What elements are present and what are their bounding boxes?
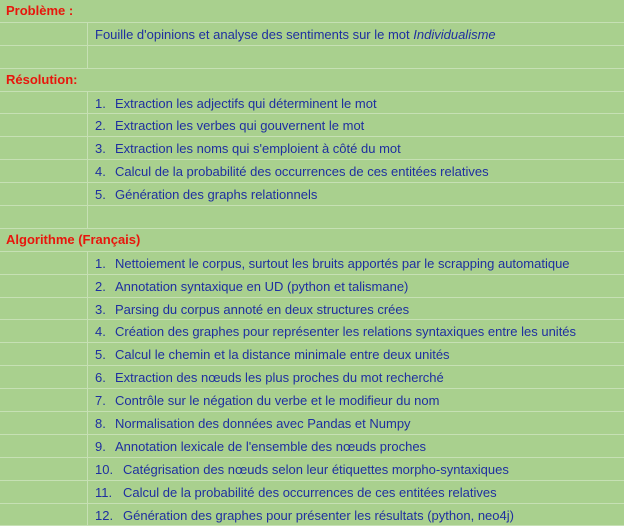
algorithme-item [95,279,408,294]
item-number: 4. [95,324,106,340]
item-number: 1. [95,95,106,111]
item-text: Calcul le chemin et la distance minimale entre deux unités [115,347,450,363]
resolution-item [95,96,377,111]
item-text: Nettoiement le corpus, surtout les bruits apportés par le scrapping automatique [115,255,570,271]
algorithme-item [95,439,426,454]
item-number: 1. [95,255,106,271]
row-algorithme-item[interactable] [0,343,624,366]
item-number: 10. [95,461,114,477]
item-text: Génération des graphs relationnels [115,187,318,203]
row-resolution-item[interactable] [0,137,624,160]
item-number: 7. [95,393,106,409]
row-algorithme-heading[interactable] [0,229,624,252]
probleme-heading: Problème : [6,3,74,18]
algorithme-heading: Algorithme (Français) [6,231,141,247]
item-number: 8. [95,416,106,432]
item-text: Parsing du corpus annoté en deux structures crées [115,301,410,317]
item-number: 5. [95,187,106,203]
algorithme-item [95,508,514,523]
row-algorithme-item[interactable] [0,412,624,435]
resolution-item [95,141,401,156]
item-text: Annotation syntaxique en UD (python et talismane) [115,278,409,294]
row-probleme-text[interactable] [0,23,624,46]
resolution-heading: Résolution: [6,71,78,87]
item-number: 6. [95,370,106,386]
resolution-item [95,164,489,179]
row-resolution-item[interactable] [0,183,624,206]
item-text: Extraction les noms qui s'emploient à côté du mot [115,141,401,157]
row-empty[interactable] [0,206,624,229]
item-number: 2. [95,118,106,134]
row-algorithme-item[interactable] [0,298,624,321]
row-algorithme-item[interactable] [0,481,624,504]
algorithme-item [95,416,411,431]
algorithme-item [95,462,509,477]
item-number: 4. [95,164,106,180]
resolution-item [95,187,317,202]
item-text: Catégrisation des nœuds selon leur étiquettes morpho-syntaxiques [123,461,509,477]
algorithme-item [95,393,439,408]
item-number: 12. [95,507,114,523]
item-number: 3. [95,301,106,317]
item-text: Extraction des nœuds les plus proches du mot recherché [115,370,444,386]
item-text: Contrôle sur le négation du verbe et le modifieur du nom [115,393,440,409]
row-algorithme-item[interactable] [0,504,624,526]
item-number: 11. [95,484,113,500]
row-algorithme-item[interactable] [0,458,624,481]
item-number: 5. [95,347,106,363]
item-number: 3. [95,141,106,157]
row-resolution-item[interactable] [0,114,624,137]
algorithme-item [95,302,409,317]
algorithme-item [95,256,570,271]
row-algorithme-item[interactable] [0,366,624,389]
algorithme-item [95,347,450,362]
algorithme-item [95,370,444,385]
item-text: Extraction les verbes qui gouvernent le mot [115,118,365,134]
algorithme-item [95,485,497,500]
probleme-text-main: Fouille d'opinions et analyse des sentiments sur le mot [95,26,414,42]
row-algorithme-item[interactable] [0,320,624,343]
item-text: Calcul de la probabilité des occurrences de ces entitées relatives [123,484,497,500]
item-text: Calcul de la probabilité des occurrences de ces entitées relatives [115,164,489,180]
probleme-text [95,27,496,42]
row-resolution-item[interactable] [0,160,624,183]
row-resolution-heading[interactable] [0,69,624,92]
row-algorithme-item[interactable] [0,275,624,298]
row-probleme-heading[interactable] [0,0,624,23]
row-resolution-item[interactable] [0,92,624,115]
probleme-keyword: Individualisme [413,26,496,42]
item-number: 2. [95,278,106,294]
row-empty[interactable] [0,46,624,69]
row-algorithme-item[interactable] [0,435,624,458]
row-algorithme-item[interactable] [0,252,624,275]
item-text: Génération des graphes pour présenter les résultats (python, neo4j) [123,507,514,523]
resolution-item [95,118,364,133]
item-text: Annotation lexicale de l'ensemble des nœuds proches [115,438,427,454]
algorithme-item [95,324,576,339]
item-text: Création des graphes pour représenter les relations syntaxiques entre les unités [115,324,577,340]
item-number: 9. [95,438,106,454]
item-text: Normalisation des données avec Pandas et Numpy [115,416,411,432]
item-text: Extraction les adjectifs qui déterminent le mot [115,95,377,111]
row-algorithme-item[interactable] [0,389,624,412]
